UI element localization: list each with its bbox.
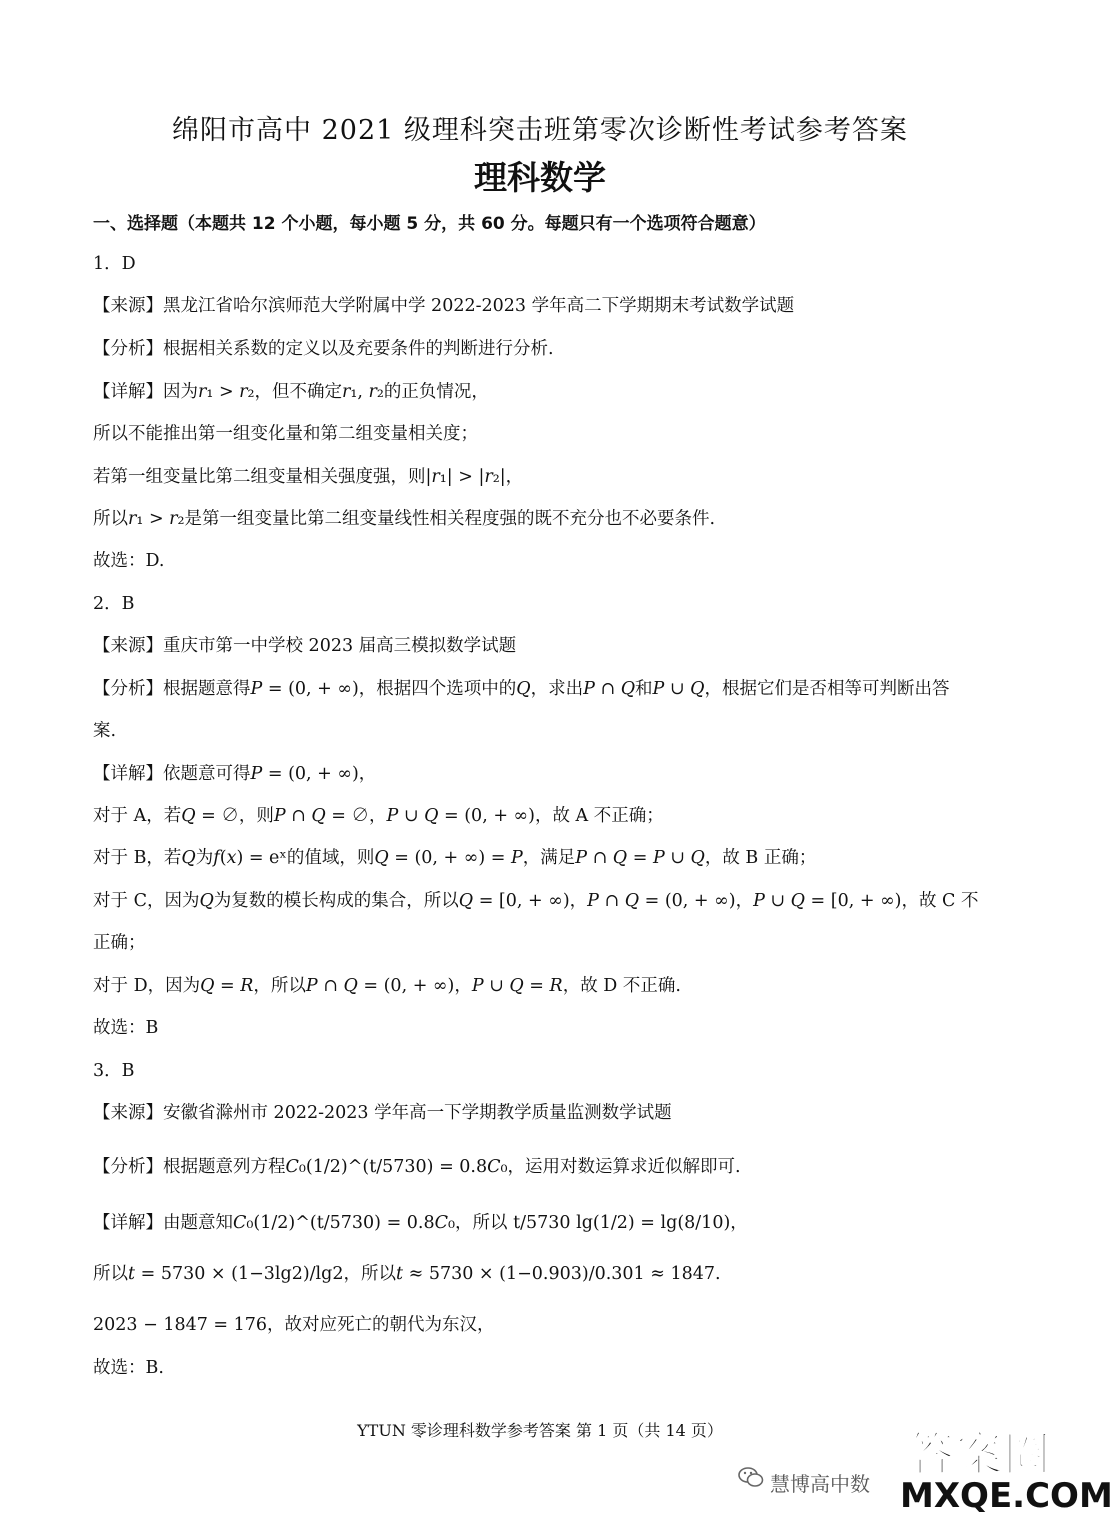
- answer-line: 对于 A，若𝑄 = ∅，则𝑃 ∩ 𝑄 = ∅，𝑃 ∪ 𝑄 = (0, + ∞)，故 A 不正确；: [93, 806, 664, 826]
- page-title: 绵阳市高中 2021 级理科突击班第零次诊断性考试参考答案: [172, 115, 908, 146]
- answer-line: 故选：B: [93, 1018, 159, 1038]
- answer-line: 【详解】由题意知𝐶₀(1/2)^(t/5730) = 0.8𝐶₀，所以 t/5730 lg(1/2) = lg(8/10)，: [93, 1213, 748, 1233]
- watermark-account: 慧博高中数: [770, 1472, 870, 1496]
- answer-line: 所以𝑟₁ > 𝑟₂是第一组变量比第二组变量线性相关程度强的既不充分也不必要条件.: [93, 509, 716, 529]
- answer-line: 3．B: [93, 1061, 135, 1081]
- watermark-logo: [900, 1418, 1113, 1523]
- answer-line: 【详解】依题意可得𝑃 = (0, + ∞)，: [93, 764, 377, 784]
- wechat-icon: [738, 1466, 764, 1488]
- answer-line: 【分析】根据题意得𝑃 = (0, + ∞)，根据四个选项中的𝑄，求出𝑃 ∩ 𝑄和𝑃 ∪ 𝑄，根据它们是否相等可判断出答: [93, 679, 950, 699]
- logo-bottom-text: MXQE.COM: [900, 1476, 1113, 1516]
- answer-line: 若第一组变量比第二组变量相关强度强，则|𝑟₁| > |𝑟₂|，: [93, 467, 524, 487]
- answer-line: 【分析】根据相关系数的定义以及充要条件的判断进行分析.: [93, 339, 554, 359]
- answer-line: 对于 C，因为𝑄为复数的模长构成的集合，所以𝑄 = [0, + ∞)，𝑃 ∩ 𝑄 = (0, + ∞)，𝑃 ∪ 𝑄 = [0, + ∞)，故 C 不: [93, 891, 979, 911]
- answer-line: 对于 D，因为𝑄 = 𝑅，所以𝑃 ∩ 𝑄 = (0, + ∞)，𝑃 ∪ 𝑄 = 𝑅，故 D 不正确.: [93, 976, 681, 996]
- answer-line: 【分析】根据题意列方程𝐶₀(1/2)^(t/5730) = 0.8𝐶₀，运用对数运算求近似解即可.: [93, 1157, 741, 1177]
- answer-line: 2023 − 1847 = 176，故对应死亡的朝代为东汉，: [93, 1315, 495, 1335]
- answer-line: 正确；: [93, 933, 146, 953]
- answer-line: 对于 B，若𝑄为𝑓(𝑥) = eˣ的值域，则𝑄 = (0, + ∞) = 𝑃，满足𝑃 ∩ 𝑄 = 𝑃 ∪ 𝑄，故 B 正确；: [93, 848, 817, 868]
- answer-line: 所以不能推出第一组变化量和第二组变量相关度；: [93, 424, 478, 444]
- answer-line: 2．B: [93, 594, 135, 614]
- section-heading: 一、选择题（本题共 12 个小题，每小题 5 分，共 60 分。每题只有一个选项符合题意）: [93, 214, 766, 234]
- answer-line: 所以𝑡 = 5730 × (1−3lg2)/lg2，所以𝑡 ≈ 5730 × (1−0.903)/0.301 ≈ 1847.: [93, 1264, 721, 1284]
- answer-line: 【来源】黑龙江省哈尔滨师范大学附属中学 2022-2023 学年高二下学期期末考试数学试题: [93, 296, 795, 316]
- answer-line: 故选：D.: [93, 551, 165, 571]
- page-footer: YTUN 零诊理科数学参考答案 第 1 页（共 14 页）: [357, 1421, 723, 1440]
- answer-line: 【来源】安徽省滁州市 2022-2023 学年高一下学期教学质量监测数学试题: [93, 1103, 672, 1123]
- answer-line: 1．D: [93, 254, 136, 274]
- logo-top-text: 答案圈: [908, 1427, 1052, 1481]
- answer-line: 故选：B.: [93, 1358, 164, 1378]
- answer-line: 【详解】因为𝑟₁ > 𝑟₂，但不确定𝑟₁, 𝑟₂的正负情况，: [93, 382, 489, 402]
- page-subtitle: 理科数学: [474, 158, 606, 197]
- answer-line: 【来源】重庆市第一中学校 2023 届高三模拟数学试题: [93, 636, 517, 656]
- answer-line: 案.: [93, 721, 117, 741]
